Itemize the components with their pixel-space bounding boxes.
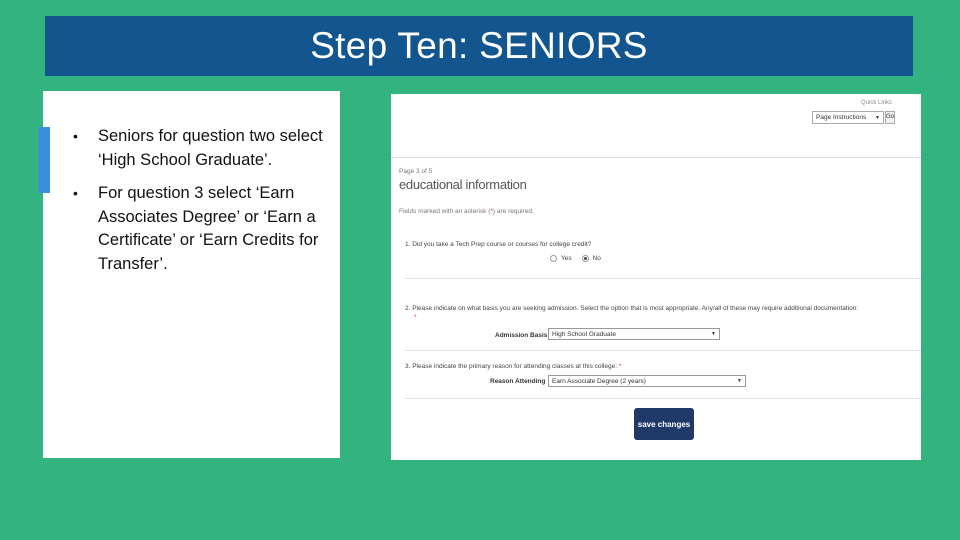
divider [391,157,921,158]
section-title: educational information [399,177,527,192]
reason-attending-value: Earn Associate Degree (2 years) [552,378,646,385]
radio-yes-label: Yes [561,255,572,262]
quick-links-label: Quick Links [861,100,893,106]
radio-yes[interactable] [550,255,557,262]
reason-attending-label: Reason Attending [490,378,546,385]
required-note-prefix: Fields marked with an asterisk ( [399,208,491,215]
title-bar [45,16,913,76]
bullet-item [73,125,333,172]
radio-no[interactable] [582,255,589,262]
reason-attending-select[interactable] [548,375,746,387]
question-2-required [414,314,417,321]
chevron-down-icon: ▼ [737,378,742,384]
chevron-down-icon: ▼ [711,331,716,337]
question-3-text: 3. Please indicate the primary reason for attending classes at this college: [405,363,618,370]
divider [405,278,921,279]
save-changes-button[interactable]: save changes [634,408,694,440]
bullet-text: For question 3 select ‘Earn Associates Degree’ or ‘Earn a Certificate’ or ‘Earn Credits for Transfer’. [98,184,319,273]
admission-basis-value: High School Graduate [552,331,616,338]
admission-basis-label: Admission Basis [495,332,548,339]
slide-title: Step Ten: SENIORS [310,25,648,66]
radio-no-label: No [592,255,601,262]
required-star: * [490,208,493,215]
required-note-suffix: ) are required. [492,208,534,215]
bullet-dot: • [73,128,78,144]
page-indicator: Page 3 of 5 [399,168,433,175]
q1-radio-group [550,255,601,262]
divider [405,398,921,399]
chevron-down-icon: ▼ [875,115,880,121]
required-star: * [414,314,417,321]
bullet-item [73,182,333,276]
divider [405,350,921,351]
accent-bar [38,127,50,193]
question-1: 1. Did you take a Tech Prep course or courses for college credit? [405,241,592,248]
bullet-text: Seniors for question two select ‘High School Graduate’. [98,127,323,169]
quick-links-value: Page Instructions [816,114,867,121]
question-2: 2. Please indicate on what basis you are seeking admission. Select the option that is most appropriate. Any/all of these may require additional documentation: [405,305,859,312]
required-note [399,208,534,215]
question-3 [405,363,621,370]
go-button[interactable]: Go [885,111,895,124]
form-screenshot [391,94,921,460]
admission-basis-select[interactable] [548,328,720,340]
quick-links-select[interactable] [812,111,884,124]
required-star: * [618,363,622,370]
bullet-list [73,125,333,286]
bullet-dot: • [73,185,78,201]
